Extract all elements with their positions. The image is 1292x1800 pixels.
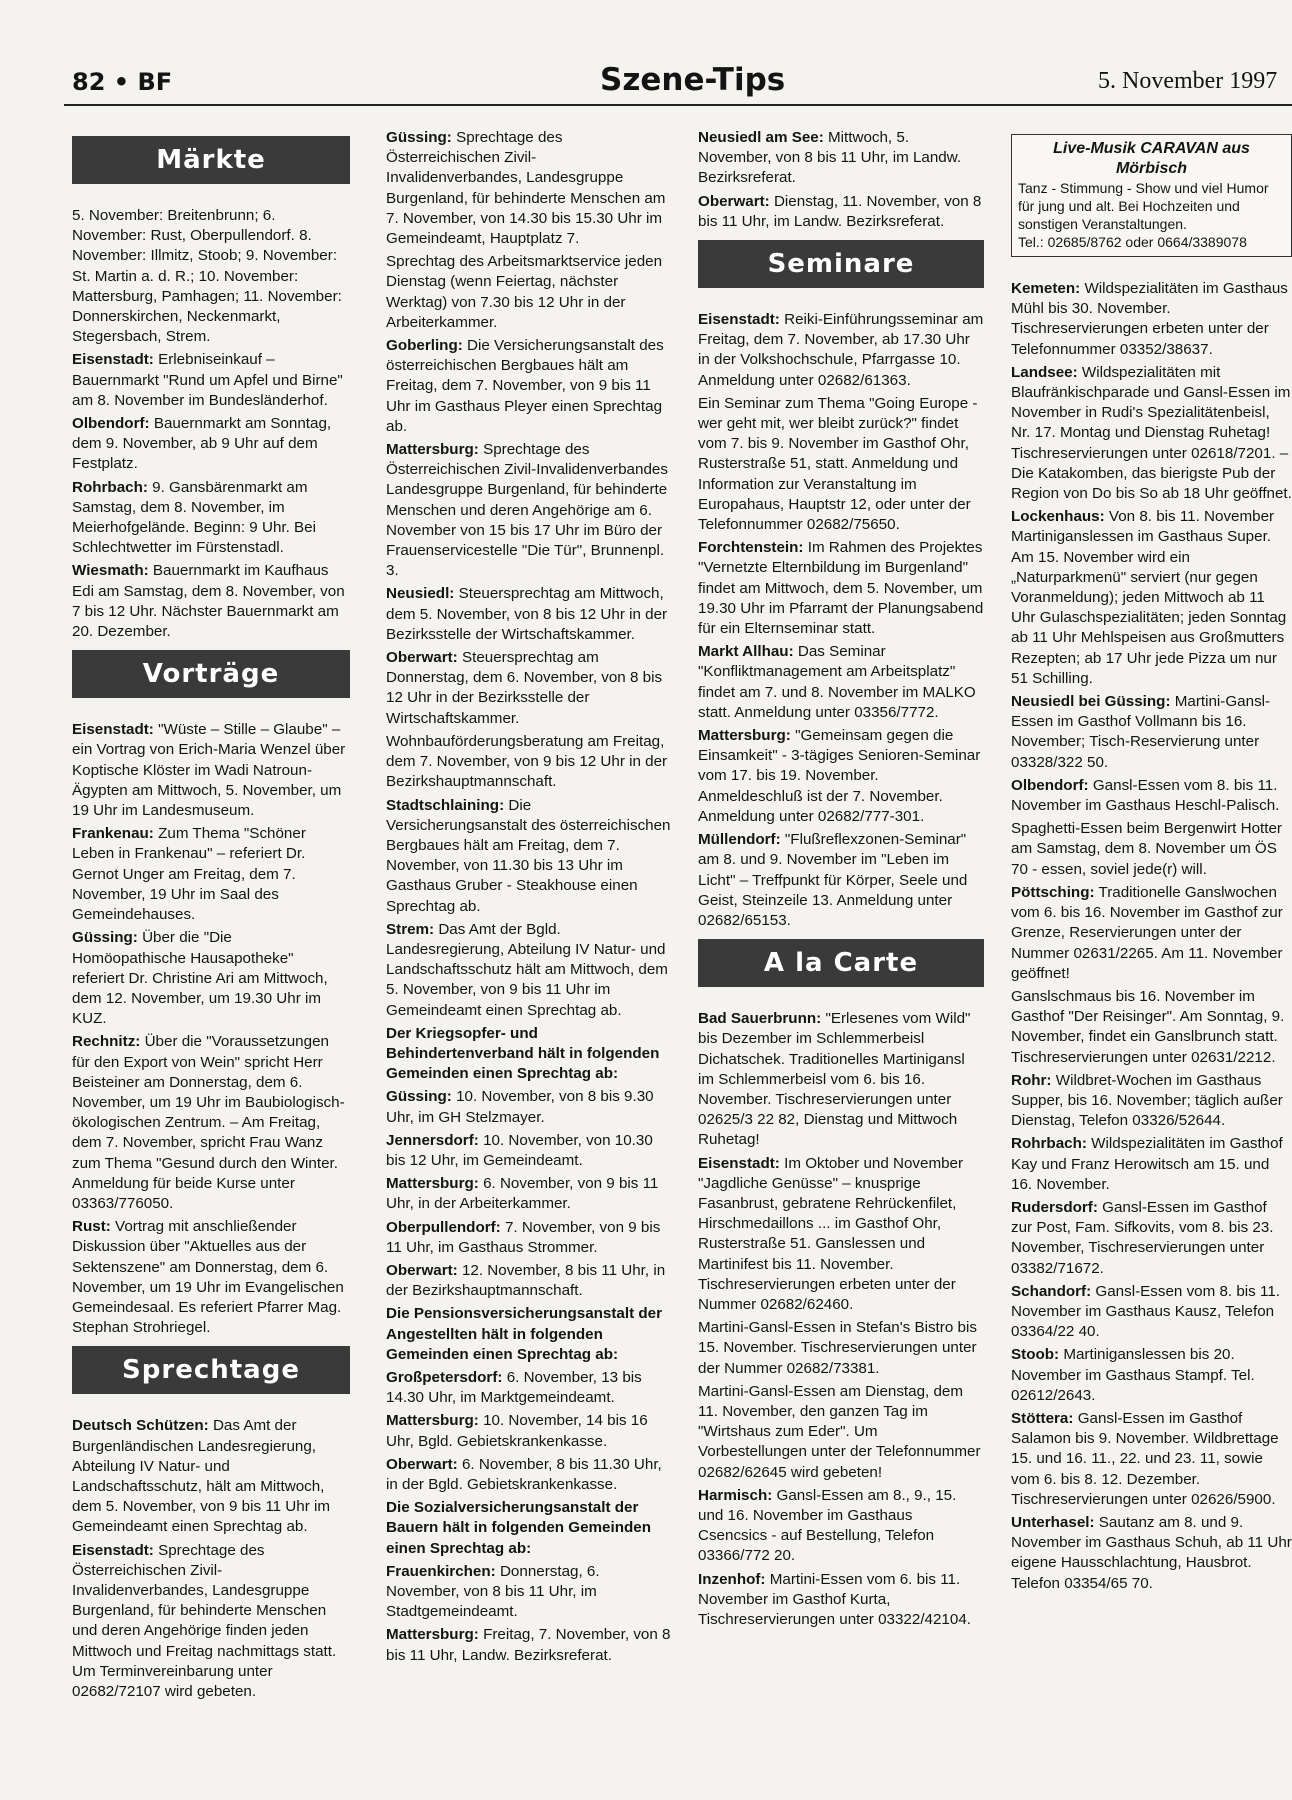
listing-place: Oberwart: (386, 649, 458, 667)
listing-place: Deutsch Schützen: (72, 1417, 209, 1435)
listing-text: Über die "Die Homöopathische Hausapotheke" referiert Dr. Christine Ari am Mittwoch, dem 12. November, um 19.30 Uhr im KUZ. (72, 929, 328, 1028)
listing-text: Im Rahmen des Projektes "Vernetzte Elternbildung im Burgenland" findet am Mittwoch, dem 5. November, um 19.30 Uhr im Pfarramt der Planungsabend für ein Elternseminar statt. (698, 539, 984, 638)
listing-text: 9. Gansbärenmarkt am Samstag, dem 8. November, im Meierhofgelände. Beginn: 9 Uhr. Bei Schlechtwetter im Fürstenstadl. (72, 478, 317, 557)
listing-entry (386, 1625, 672, 1665)
column-4 (1011, 128, 1292, 1788)
listing-place: Rust: (72, 1218, 111, 1236)
listing-place: Kemeten: (1011, 280, 1081, 297)
listing-entry (386, 1304, 672, 1365)
listing-entry (72, 824, 350, 925)
listing-text: Das Seminar "Konfliktmanagement am Arbeitsplatz" findet am 7. und 8. November im MALKO statt. Anmeldung unter 03356/7772. (698, 643, 976, 721)
listing-text: Reiki-Einführungsseminar am Freitag, dem 7. November, ab 17.30 Uhr in der Volkshochschule, Pfarrgasse 10. Anmeldung unter 02682/61363. (698, 311, 984, 389)
listing-entry (1011, 507, 1292, 689)
listing-entry (698, 726, 984, 827)
listing-place: Eisenstadt: (698, 311, 780, 329)
listing-entry (698, 310, 984, 391)
listing-place: Frankenau: (72, 825, 154, 843)
listing-text: "Gemeinsam gegen die Einsamkeit" - 3-tägiges Senioren-Seminar vom 17. bis 19. November. Anmeldeschluß ist der 7. November. Anmeldung unter 02682/777-301. (698, 727, 981, 825)
listing-text: Von 8. bis 11. November Martiniganslessen im Gasthaus Super. Am 15. November wird ein „Naturparkmenü" serviert (nur gegen Voranmeldung); jeden Mittwoch ab 11 Uhr Gulaschspezialitäten; jeden Sonntag ab 11 Uhr Mehlspeisen aus Großmutters Rezepten; ab 17 Uhr jede Pizza um nur 51 Schilling. (1011, 508, 1287, 687)
listing-entry (698, 538, 984, 639)
listing-text: Steuersprechtag am Donnerstag, dem 6. November, von 8 bis 12 Uhr in der Bezirksstelle der Wirtschaftskammer. (386, 649, 663, 727)
listing-place: Eisenstadt: (72, 351, 154, 369)
listing-entry (72, 1217, 350, 1338)
listing-entry (386, 252, 672, 333)
listing-entry (386, 1087, 672, 1127)
listing-place: Landsee: (1011, 363, 1078, 381)
listing-place: Bad Sauerbrunn: (698, 1010, 822, 1028)
listing-text: Wildspezialitäten mit Blaufränkischparade und Gansl-Essen im November in Rudi's Spezialitätenbeisl, Nr. 17. Montag und Dienstag Ruhetag! Tischreservierungen unter 02618/7201. – Die Katakomben, das bierigste Pub der Region von Do bis So ab 18 Uhr geöffnet. (1011, 363, 1292, 503)
listing-entry (1011, 1345, 1292, 1406)
listing-place: Lockenhaus: (1011, 508, 1105, 526)
listing-entry (698, 1382, 984, 1483)
listing-place: Rudersdorf: (1011, 1198, 1098, 1216)
listing-place: Olbendorf: (72, 415, 150, 433)
listing-text: Ein Seminar zum Thema "Going Europe - wer geht mit, wer bleibt zurück?" findet vom 7. bis 9. November im Gasthof Ohr, Rusterstraße 51, statt. Anmeldung und Information zur Veranstaltung im Europahaus, Hauptstr 12, oder unter der Telefonnummer 02682/75650. (698, 394, 978, 534)
listing-entry (72, 561, 350, 642)
listing-place: Neusiedl am See: (698, 129, 824, 146)
listing-text: Martiniganslessen bis 20. November im Gasthaus Stampf. Tel. 02612/2643. (1011, 1346, 1255, 1404)
listing-text: Das Amt der Bgld. Landesregierung, Abteilung IV Natur- und Landschaftsschutz hält am Mittwoch, dem 5. November, von 9 bis 11 Uhr im Gemeindeamt einen Sprechtag ab. (386, 920, 668, 1019)
listing-entry (72, 1032, 350, 1214)
listing-place: Oberwart: (386, 1261, 458, 1279)
listing-text: Erlebniseinkauf – Bauernmarkt "Rund um Apfel und Birne" am 8. November im Bundesländerhof. (72, 351, 343, 409)
listing-place: Die Pensionsversicherungsanstalt der Angestellten hält in folgenden Gemeinden einen Sprechtag ab: (386, 1305, 663, 1363)
listing-place: Die Sozialversicherungsanstalt der Bauern hält in folgenden Gemeinden einen Sprechtag ab: (386, 1499, 651, 1557)
listing-text: Gansl-Essen vom 8. bis 11. November im Gasthaus Kausz, Telefon 03364/22 40. (1011, 1282, 1280, 1341)
listing-place: Harmisch: (698, 1486, 773, 1504)
listing-text: Bauernmarkt im Kaufhaus Edi am Samstag, dem 8. November, von 7 bis 12 Uhr. Nächster Bauernmarkt am 20. Dezember. (72, 562, 345, 641)
listing-entry (698, 1570, 984, 1631)
listing-place: Rohrbach: (72, 478, 148, 496)
listing-text: Zum Thema "Schöner Leben in Frankenau" – referiert Dr. Gernot Unger am Freitag, dem 7. November, 19 Uhr im Saal des Gemeindehauses. (72, 825, 306, 924)
listing-entry (386, 1131, 672, 1171)
listing-text: Die Versicherungsanstalt des österreichischen Bergbaues hält am Freitag, dem 7. November, von 11.30 bis 13 Uhr im Gasthaus Gruber - Steakhouse einen Sprechtag ab. (386, 796, 671, 915)
listing-entry (72, 928, 350, 1029)
ad-box-caravan (1011, 134, 1292, 257)
listing-entry (386, 336, 672, 437)
listing-place: Eisenstadt: (698, 1154, 780, 1172)
listing-place: Mattersburg: (386, 1626, 479, 1644)
listing-place: Rohr: (1011, 1071, 1052, 1089)
listing-text: Sprechtage des Österreichischen Zivil-Invalidenverbandes Landesgruppe Burgenland, für behinderte Menschen und deren Angehörige am 6. November von 15 bis 17 Uhr im Büro der Frauenservicestelle "Die Tür", Brunnenpl. 3. (386, 441, 668, 580)
listing-entry (698, 1318, 984, 1379)
section-heading-a-la-carte: A la Carte (698, 939, 984, 987)
listing-entry (386, 1411, 672, 1451)
listing-text: Gansl-Essen im Gasthof Salamon bis 9. November. Wildbrettage 15. und 16. 11., 22. und 23. 11, sowie vom 6. bis 8. 12. Dezember. Tischreservierungen unter 02626/5900. (1011, 1409, 1279, 1508)
listing-text: Die Versicherungsanstalt des österreichischen Bergbaues hält am Freitag, dem 7. November, von 9 bis 11 Uhr im Gasthaus Pleyer einen Sprechtag ab. (386, 337, 664, 435)
column-3 (698, 128, 984, 1788)
listing-text: Wildspezialitäten im Gasthof Kay und Franz Herowitsch am 15. und 16. November. (1011, 1135, 1283, 1193)
listing-entry (1011, 1282, 1292, 1343)
listing-place: Pöttsching: (1011, 883, 1095, 901)
listing-text: 6. November, 13 bis 14.30 Uhr, im Marktgemeindeamt. (386, 1368, 642, 1407)
listing-entry (72, 1416, 350, 1537)
listing-entry (72, 720, 350, 821)
listing-place: Olbendorf: (1011, 776, 1089, 794)
listing-place: Mattersburg: (386, 1412, 479, 1430)
listing-text: "Wüste – Stille – Glaube" – ein Vortrag von Erich-Maria Wenzel über Koptische Klöster im Wadi Natroun-Ägypten am Mittwoch, 5. November, um 19 Uhr im Landesmuseum. (72, 721, 346, 820)
listing-place: Eisenstadt: (72, 721, 154, 739)
listing-text: Gansl-Essen im Gasthof zur Post, Fam. Sifkovits, vom 8. bis 23. November, Tischreservierungen unter 03382/71672. (1011, 1198, 1274, 1277)
listing-place: Müllendorf: (698, 831, 781, 849)
listing-text: Martini-Gansl-Essen in Stefan's Bistro bis 15. November. Tischreservierungen unter der Nummer 02682/73381. (698, 1319, 977, 1377)
listing-place: Markt Allhau: (698, 643, 794, 661)
listing-text: Ganslschmaus bis 16. November im Gasthof "Der Reisinger". Am Sonntag, 9. November, findet ein Ganslbrunch statt. Tischreservierungen unter 02631/2212. (1011, 987, 1285, 1066)
listing-text: Spaghetti-Essen beim Bergenwirt Hotter am Samstag, dem 8. November um ÖS 70 - essen, soviel jede(r) will. (1011, 820, 1282, 878)
listing-entry (386, 1368, 672, 1408)
section-title: Szene-Tips (600, 62, 786, 98)
listing-place: Goberling: (386, 337, 463, 355)
listing-text: Dienstag, 11. November, von 8 bis 11 Uhr, im Landw. Bezirksreferat. (698, 192, 982, 230)
listing-place: Jennersdorf: (386, 1131, 479, 1149)
listing-text: Martini-Gansl-Essen am Dienstag, dem 11. November, den ganzen Tag im "Wirtshaus zum Eder". Um Vorbestellungen unter der Telefonnummer 02682/62645 wird gebeten! (698, 1382, 981, 1481)
listing-entry (698, 830, 984, 931)
ad-phone: Tel.: 02685/8762 oder 0664/3389078 (1018, 234, 1247, 250)
section-heading-vortr-ge: Vorträge (72, 650, 350, 698)
listing-text: 6. November, 8 bis 11.30 Uhr, in der Bgld. Gebietskrankenkasse. (386, 1455, 662, 1493)
listing-place: Neusiedl: (386, 585, 455, 603)
listing-place: Unterhasel: (1011, 1513, 1095, 1531)
listing-place: Schandorf: (1011, 1282, 1092, 1300)
listing-place: Oberwart: (698, 192, 770, 210)
listing-entry (386, 796, 672, 917)
listing-place: Strem: (386, 920, 435, 938)
listing-text: 5. November: Breitenbrunn; 6. November: Rust, Oberpullendorf. 8. November: Illmitz, Stoob; 9. November: St. Martin a. d. R.; 10. November: Mattersburg, Pamhagen; 11. November: Donnerskirchen, Neckenmarkt, Stegersbach, Strem. (72, 207, 342, 346)
listing-text: 10. November, 14 bis 16 Uhr, Bgld. Gebietskrankenkasse. (386, 1412, 648, 1450)
section-heading-seminare: Seminare (698, 240, 984, 288)
listing-text: Freitag, 7. November, von 8 bis 11 Uhr, Landw. Bezirksreferat. (386, 1626, 671, 1664)
listing-entry (1011, 819, 1292, 880)
listing-text: Martini-Gansl-Essen im Gasthof Vollmann bis 16. November; Tisch-Reservierung unter 03328/322 50. (1011, 693, 1271, 771)
listing-place: Mattersburg: (698, 727, 791, 745)
listing-entry (1011, 987, 1292, 1068)
listing-place: Inzenhof: (698, 1570, 766, 1588)
listing-entry (386, 1218, 672, 1258)
listing-place: Mattersburg: (386, 1175, 479, 1193)
listing-place: Oberwart: (386, 1455, 458, 1473)
listing-entry (386, 1024, 672, 1085)
listing-entry (698, 642, 984, 723)
listing-text: Über die "Voraussetzungen für den Export von Wein" spricht Herr Beisteiner am Donnerstag, dem 6. November, um 19 Uhr im Baubiologisch-ökologischen Zentrum. – Am Freitag, dem 7. November, spricht Frau Wanz zum Thema "Gesund durch den Winter. Anmeldung für beide Kurse unter 03363/776050. (72, 1033, 345, 1212)
listing-text: Im Oktober und November "Jagdliche Genüsse" – knusprige Fasanbrust, gebratene Rehrückenfilet, Hirschmedaillons ... im Gasthof Ohr, Rusterstraße 51. Ganslessen und Martinifest bis 11. November. Tischreservierungen erbeten unter der Nummer 02682/62460. (698, 1154, 964, 1313)
listing-place: Stöttera: (1011, 1409, 1074, 1427)
listing-entry (698, 1154, 984, 1316)
section-heading-sprechtage: Sprechtage (72, 1346, 350, 1394)
listing-entry (698, 192, 984, 232)
listing-text: 12. November, 8 bis 11 Uhr, in der Bezirkshauptmannschaft. (386, 1261, 666, 1300)
listing-place: Stoob: (1011, 1346, 1060, 1364)
listing-place: Stadtschlaining: (386, 796, 505, 814)
listing-text: Gansl-Essen vom 8. bis 11. November im Gasthaus Heschl-Palisch. (1011, 776, 1280, 815)
listing-entry (386, 1261, 672, 1301)
column-2 (386, 128, 672, 1788)
page-header (0, 62, 1292, 108)
listing-entry (386, 128, 672, 249)
listing-entry (1011, 279, 1292, 360)
listing-place: Neusiedl bei Güssing: (1011, 693, 1171, 711)
listing-place: Eisenstadt: (72, 1541, 154, 1559)
listing-text: Sprechtage des Österreichischen Zivil-Invalidenverbandes, Landesgruppe Burgenland, für behinderte Menschen und deren Angehörige finden jeden Mittwoch und Freitag nachmittags statt. Um Terminvereinbarung unter 02682/72107 wird gebeten. (72, 1541, 337, 1700)
listing-text: 10. November, von 10.30 bis 12 Uhr, im Gemeindeamt. (386, 1131, 653, 1169)
listing-place: Mattersburg: (386, 441, 479, 459)
listing-entry (72, 350, 350, 411)
ad-title: Live-Musik CARAVAN aus Mörbisch (1053, 140, 1250, 177)
listing-place: Forchtenstein: (698, 539, 804, 557)
listing-entry (698, 1009, 984, 1150)
listing-entry (386, 440, 672, 581)
listing-place: Rohrbach: (1011, 1135, 1087, 1153)
listing-entry (1011, 363, 1292, 504)
listing-entry (386, 584, 672, 645)
listing-text: "Erlesenes vom Wild" bis Dezember im Schlemmerbeisl Dichatschek. Traditionelles Martinigansl im Schlemmerbeisl vom 6. bis 16. November. Tischreservierungen unter 02625/3 22 82, Dienstag und Mittwoch Ruhetag! (698, 1010, 971, 1149)
listing-entry (1011, 1134, 1292, 1195)
listing-place: Der Kriegsopfer- und Behindertenverband hält in folgenden Gemeinden einen Sprechtag ab: (386, 1024, 660, 1083)
listing-entry (698, 394, 984, 535)
listing-entry (386, 648, 672, 729)
listing-entry (698, 128, 984, 189)
listing-text: Wildbret-Wochen im Gasthaus Supper, bis 16. November; täglich außer Dienstag, Telefon 03326/52644. (1011, 1071, 1283, 1130)
listing-entry (1011, 1198, 1292, 1279)
listing-text: Sprechtage des Österreichischen Zivil-Invalidenverbandes, Landesgruppe Burgenland, für behinderte Menschen am 7. November, von 14.30 bis 15.30 Uhr im Gemeindeamt, Hauptplatz 7. (386, 129, 666, 248)
listing-text: Sautanz am 8. und 9. November im Gasthaus Schuh, ab 11 Uhr eigene Hausschlachtung, Hausbrot. Telefon 03354/65 70. (1011, 1513, 1292, 1592)
listing-entry (72, 414, 350, 475)
listing-entry (72, 206, 350, 347)
listing-entry (386, 732, 672, 793)
listing-text: Bauernmarkt am Sonntag, dem 9. November, ab 9 Uhr auf dem Festplatz. (72, 415, 332, 473)
listing-entry (698, 1486, 984, 1567)
listing-text: 10. November, von 8 bis 9.30 Uhr, im GH Stelzmayer. (386, 1088, 654, 1126)
listing-entry (72, 1541, 350, 1703)
listing-entry (386, 920, 672, 1021)
ad-text: Tanz - Stimmung - Show und viel Humor für jung und alt. Bei Hochzeiten und sonstigen Veranstaltungen. (1018, 180, 1269, 232)
listing-entry (72, 478, 350, 559)
listing-text: Sprechtag des Arbeitsmarktservice jeden Dienstag (wenn Feiertag, nächster Werktag) von 7.30 bis 12 Uhr in der Arbeiterkammer. (386, 253, 663, 331)
listing-place: Güssing: (386, 129, 452, 146)
header-rule (64, 104, 1292, 106)
listing-text: Vortrag mit anschließender Diskussion über "Aktuelles aus der Sektenszene" am Donnerstag, dem 6. November, um 19 Uhr im Evangelischen Gemeindesaal. Es referiert Pfarrer Mag. Stephan Strohriegel. (72, 1218, 344, 1337)
section-heading-m-rkte: Märkte (72, 136, 350, 184)
listing-place: Großpetersdorf: (386, 1368, 503, 1386)
listing-entry (386, 1455, 672, 1495)
listing-entry (386, 1562, 672, 1623)
page-number: 82 • BF (72, 68, 173, 96)
listing-text: Wohnbauförderungsberatung am Freitag, dem 7. November, von 9 bis 12 Uhr in der Bezirkshauptmannschaft. (386, 732, 668, 791)
listing-entry (386, 1498, 672, 1559)
listing-text: Gansl-Essen am 8., 9., 15. und 16. November im Gasthaus Csencsics - auf Bestellung, Telefon 03366/772 20. (698, 1486, 957, 1565)
listing-place: Rechnitz: (72, 1033, 141, 1051)
listing-entry (1011, 1513, 1292, 1594)
listing-text: Donnerstag, 6. November, von 8 bis 11 Uhr, im Stadtgemeindeamt. (386, 1562, 600, 1621)
listing-entry (1011, 776, 1292, 816)
column-1 (72, 128, 350, 1788)
listing-text: 7. November, von 9 bis 11 Uhr, im Gasthaus Strommer. (386, 1218, 661, 1256)
listing-entry (1011, 1409, 1292, 1510)
listing-entry (386, 1174, 672, 1214)
listing-text: Wildspezialitäten im Gasthaus Mühl bis 30. November. Tischreservierungen erbeten unter der Telefonnummer 03352/38637. (1011, 280, 1288, 358)
listing-text: 6. November, von 9 bis 11 Uhr, in der Arbeiterkammer. (386, 1175, 659, 1213)
issue-date: 5. November 1997 (1098, 68, 1278, 94)
listing-place: Wiesmath: (72, 562, 149, 580)
listing-text: "Flußreflexzonen-Seminar" am 8. und 9. November im "Leben im Licht" – Treffpunkt für Körper, Seele und Geist, Steinzeile 13. Anmeldung unter 02682/65153. (698, 831, 968, 929)
listing-place: Güssing: (386, 1088, 452, 1106)
listing-place: Güssing: (72, 929, 138, 947)
listing-text: Das Amt der Burgenländischen Landesregierung, Abteilung IV Natur- und Landschaftsschutz, hält am Mittwoch, dem 5. November, von 9 bis 11 Uhr im Gemeindeamt einen Sprechtag ab. (72, 1417, 331, 1536)
listing-entry (1011, 1071, 1292, 1132)
listing-text: Mittwoch, 5. November, von 8 bis 11 Uhr, im Landw. Bezirksreferat. (698, 129, 962, 187)
listing-text: Traditionelle Ganslwochen vom 6. bis 16. November im Gasthof zur Grenze, Reservierungen unter der Nummer 02631/2265. Am 11. November geöffnet! (1011, 883, 1283, 982)
listing-place: Frauenkirchen: (386, 1562, 496, 1580)
listing-place: Oberpullendorf: (386, 1218, 501, 1236)
listing-entry (1011, 883, 1292, 984)
listing-text: Steuersprechtag am Mittwoch, dem 5. November, von 8 bis 12 Uhr in der Bezirksstelle der Wirtschaftskammer. (386, 585, 668, 643)
listing-text: Martini-Essen vom 6. bis 11. November im Gasthof Kurta, Tischreservierungen unter 03322/42104. (698, 1570, 971, 1628)
listing-entry (1011, 692, 1292, 773)
